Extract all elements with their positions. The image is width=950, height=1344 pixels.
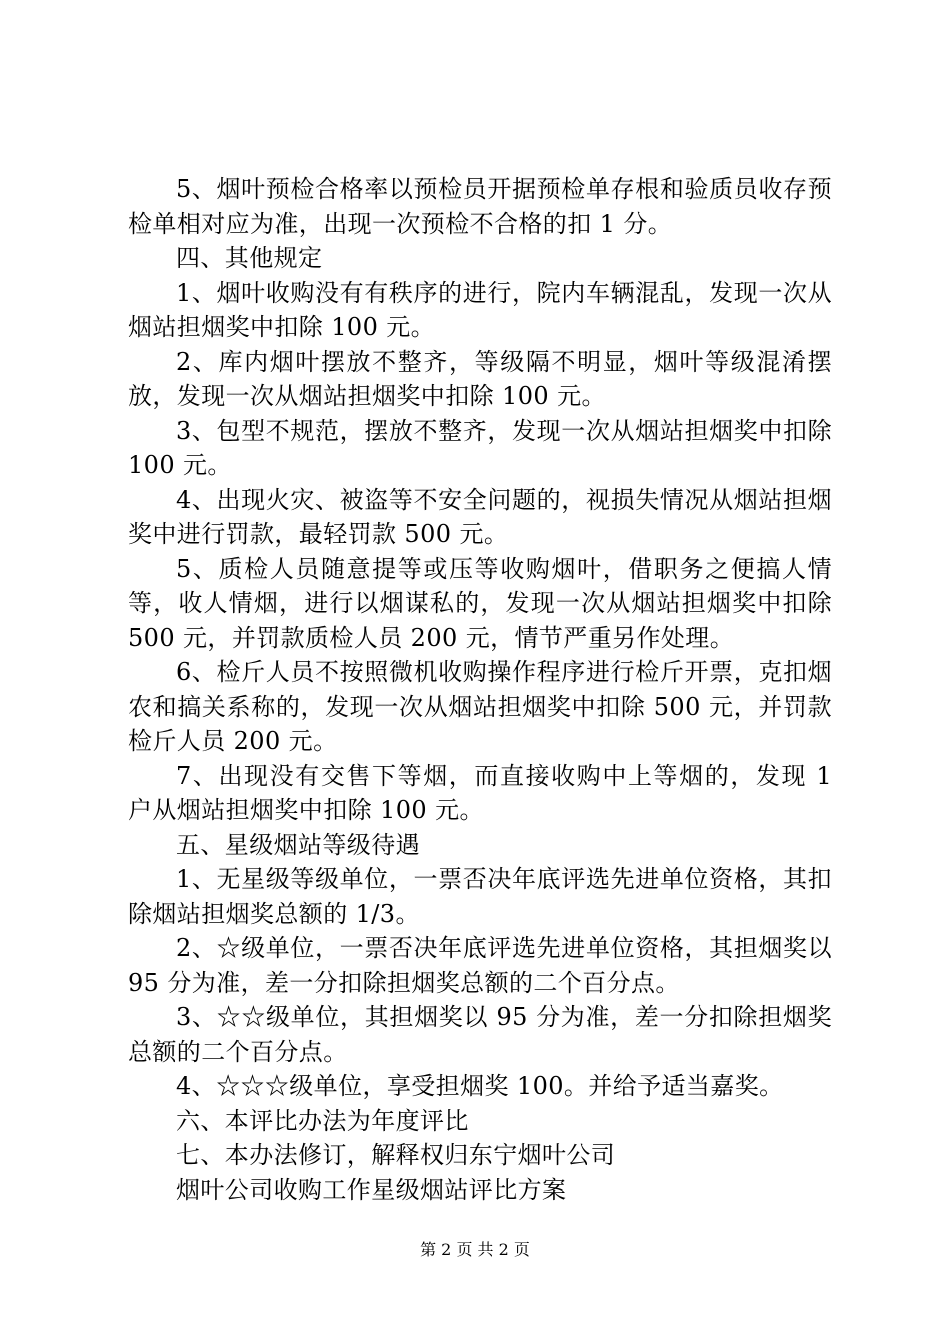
- section-heading-annual: 六、本评比办法为年度评比: [176, 1106, 469, 1135]
- paragraph-level-one-star: 2、☆级单位，一票否决年底评选先进单位资格，其担烟奖以 95 分为准，差一分扣除担烟奖总额的二个百分点。: [128, 934, 832, 997]
- paragraph-level-three-star: 4、☆☆☆级单位，享受担烟奖 100。并给予适当嘉奖。: [176, 1072, 784, 1100]
- paragraph-5-presort-rate: 5、烟叶预检合格率以预检员开据预检单存根和验质员收存预检单相对应为准，出现一次预检不合格的扣 1 分。: [128, 175, 832, 238]
- paragraph-rule-4: 4、出现火灾、被盗等不安全问题的，视损失情况从烟站担烟奖中进行罚款，最轻罚款 500 元。: [128, 485, 832, 548]
- paragraph-level-none: 1、无星级等级单位，一票否决年底评选先进单位资格，其扣除烟站担烟奖总额的 1/3。: [128, 865, 832, 928]
- paragraph-rule-6: 6、检斤人员不按照微机收购操作程序进行检斤开票，克扣烟农和搞关系称的，发现一次从烟站担烟奖中扣除 500 元，并罚款检斤人员 200 元。: [128, 658, 832, 755]
- paragraph-rule-2: 2、库内烟叶摆放不整齐，等级隔不明显，烟叶等级混淆摆放，发现一次从烟站担烟奖中扣除 100 元。: [128, 347, 832, 410]
- paragraph-rule-7: 7、出现没有交售下等烟，而直接收购中上等烟的，发现 1 户从烟站担烟奖中扣除 100 元。: [128, 761, 832, 824]
- paragraph-rule-3: 3、包型不规范，摆放不整齐，发现一次从烟站担烟奖中扣除 100 元。: [128, 416, 832, 479]
- paragraph-rule-1: 1、烟叶收购没有有秩序的进行，院内车辆混乱，发现一次从烟站担烟奖中扣除 100 元。: [128, 278, 832, 341]
- document-closing-title: 烟叶公司收购工作星级烟站评比方案: [176, 1175, 567, 1204]
- section-heading-interpretation: 七、本办法修订，解释权归东宁烟叶公司: [176, 1141, 616, 1169]
- paragraph-level-two-star: 3、☆☆级单位，其担烟奖以 95 分为准，差一分扣除担烟奖总额的二个百分点。: [128, 1003, 832, 1066]
- section-heading-star-levels: 五、星级烟站等级待遇: [176, 830, 420, 859]
- page-footer: 第 2 页 共 2 页: [420, 1240, 530, 1259]
- paragraph-rule-5: 5、质检人员随意提等或压等收购烟叶，借职务之便搞人情等，收人情烟，进行以烟谋私的，发现一次从烟站担烟奖中扣除 500 元，并罚款质检人员 200 元，情节严重另作处理。: [128, 554, 832, 652]
- section-heading-other-rules: 四、其他规定: [176, 244, 323, 272]
- document-body: [128, 172, 832, 1207]
